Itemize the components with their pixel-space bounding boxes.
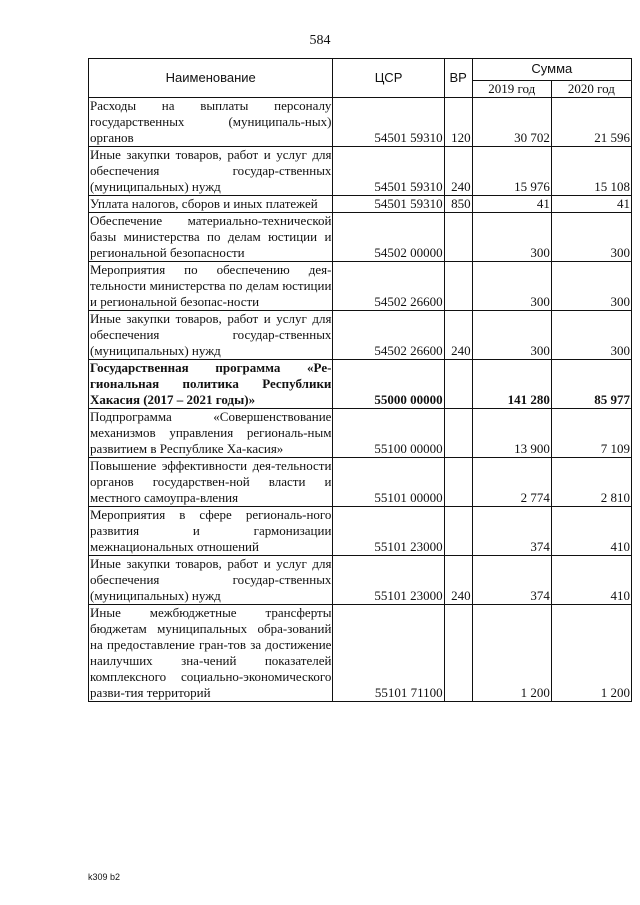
row-name-cell: Уплата налогов, сборов и иных платежей [89,196,333,213]
table-row [89,262,632,311]
row-csr-cell: 55101 00000 [333,458,444,507]
row-vr-cell [444,262,472,311]
table-row [89,556,632,605]
header-name: Наименование [89,59,333,98]
row-csr-cell: 55101 71100 [333,605,444,702]
row-name-cell: Государственная программа «Ре-гиональная политика Республики Хакасия (2017 – 2021 годы)» [90,360,332,407]
row-2020-cell: 1 200 [551,605,631,702]
table-body [89,98,632,702]
table-row [89,147,632,196]
row-csr-cell: 54502 00000 [333,213,444,262]
row-2020-cell: 7 109 [551,409,631,458]
row-vr-cell: 240 [444,147,472,196]
row-2019-cell: 300 [472,262,551,311]
header-row [89,59,632,81]
row-2020-cell: 85 977 [551,360,631,409]
row-vr-cell [444,605,472,702]
table-row [89,311,632,360]
table-row [89,409,632,458]
row-name-cell: Иные закупки товаров, работ и услуг для обеспечения государ-ственных (муниципальных) нужд [90,311,332,358]
row-csr-cell: 54501 59310 [333,147,444,196]
row-vr-cell [444,213,472,262]
header-year-2020: 2020 год [551,80,631,97]
row-2019-cell: 30 702 [472,98,551,147]
row-vr-cell: 240 [444,311,472,360]
row-name-cell: Подпрограмма «Совершенствование механизмов управления региональ-ным развитием в Республике Ха-касия» [90,409,332,456]
row-csr-cell: 54502 26600 [333,311,444,360]
page-number: 584 [309,33,331,48]
row-2019-cell: 300 [472,213,551,262]
header-year-2019: 2019 год [472,80,551,97]
row-vr-cell [444,507,472,556]
row-2019-cell: 374 [472,507,551,556]
table-row [89,360,632,409]
row-csr-cell: 55101 23000 [333,556,444,605]
row-name-cell: Мероприятия по обеспечению дея-тельности министерства по делам юстиции и региональной безопас-ности [90,262,332,309]
row-2020-cell: 410 [551,507,631,556]
row-2020-cell: 2 810 [551,458,631,507]
row-2020-cell: 410 [551,556,631,605]
row-vr-cell: 850 [444,196,472,213]
row-vr-cell [444,458,472,507]
row-2019-cell: 2 774 [472,458,551,507]
row-2019-cell: 1 200 [472,605,551,702]
header-csr: ЦСР [333,59,444,98]
row-2020-cell: 300 [551,262,631,311]
row-name-cell: Обеспечение материально-технической базы министерства по делам юстиции и региональной безопасности [90,213,332,260]
row-vr-cell [444,360,472,409]
row-name-cell: Мероприятия в сфере региональ-ного развития и гармонизации межнациональных отношений [90,507,332,554]
row-csr-cell: 55101 23000 [333,507,444,556]
table-row [89,507,632,556]
row-2020-cell: 300 [551,311,631,360]
row-csr-cell: 55100 00000 [333,409,444,458]
row-2019-cell: 15 976 [472,147,551,196]
row-csr-cell: 55000 00000 [333,360,444,409]
row-2019-cell: 300 [472,311,551,360]
row-name-cell: Иные закупки товаров, работ и услуг для обеспечения государ-ственных (муниципальных) нужд [90,556,332,603]
row-vr-cell [444,409,472,458]
table-row [89,98,632,147]
footer-code: k309 b2 [88,872,121,882]
row-vr-cell: 240 [444,556,472,605]
row-name-cell: Иные закупки товаров, работ и услуг для обеспечения государ-ственных (муниципальных) нужд [90,147,332,194]
row-name-cell: Иные межбюджетные трансферты бюджетам муниципальных обра-зований на предоставление гран-тов за достижение наилучших зна-чений показателей комплексного социально-экономического разви-тия территорий [90,605,332,700]
row-2020-cell: 300 [551,213,631,262]
header-sum: Сумма [472,59,631,81]
table-row [89,196,632,213]
row-csr-cell: 54501 59310 [333,98,444,147]
row-2020-cell: 15 108 [551,147,631,196]
row-name-cell: Повышение эффективности дея-тельности органов государствен-ной власти и местного самоупра-вления [90,458,332,505]
row-name-cell: Расходы на выплаты персоналу государственных (муниципаль-ных) органов [90,98,332,145]
row-2019-cell: 141 280 [472,360,551,409]
row-vr-cell: 120 [444,98,472,147]
table-row [89,213,632,262]
row-2020-cell: 41 [551,196,631,213]
row-2020-cell: 21 596 [551,98,631,147]
header-vr: ВР [444,59,472,98]
row-csr-cell: 54501 59310 [333,196,444,213]
row-csr-cell: 54502 26600 [333,262,444,311]
row-2019-cell: 374 [472,556,551,605]
row-2019-cell: 41 [472,196,551,213]
table-row [89,458,632,507]
row-2019-cell: 13 900 [472,409,551,458]
budget-table [88,58,632,702]
table-row [89,605,632,702]
